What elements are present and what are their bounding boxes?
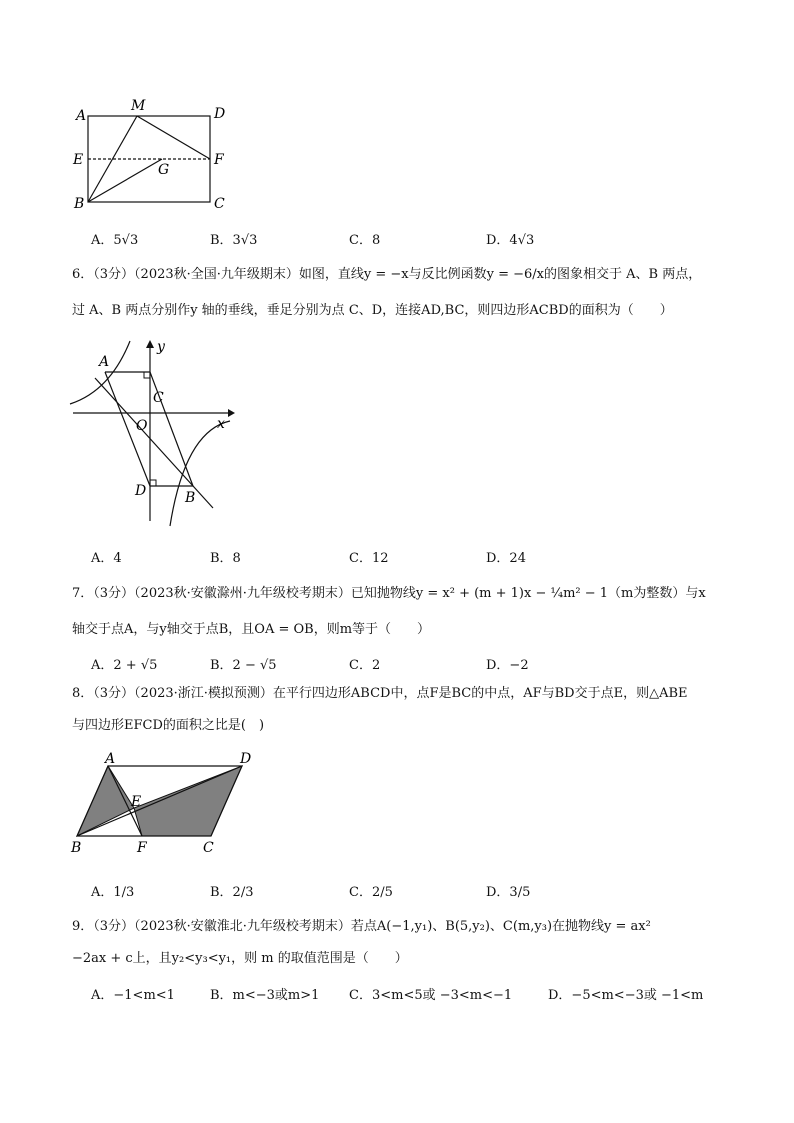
label-c: C bbox=[153, 390, 164, 406]
label-y: y bbox=[157, 339, 165, 355]
label-d: D bbox=[135, 483, 147, 499]
q8-option-b[interactable]: B．2/3 bbox=[210, 885, 254, 900]
label-a: A bbox=[105, 751, 116, 767]
segment-mf bbox=[137, 116, 210, 159]
label-d: D bbox=[240, 751, 252, 767]
q6-option-a[interactable]: A．4 bbox=[91, 551, 122, 566]
label-a: A bbox=[76, 108, 87, 124]
label-f: F bbox=[137, 840, 147, 856]
x-axis-arrow bbox=[228, 409, 235, 417]
figure-q8-parallelogram bbox=[65, 748, 265, 858]
q6-option-d[interactable]: D．24 bbox=[486, 551, 526, 566]
label-d: D bbox=[214, 106, 226, 122]
label-m: M bbox=[131, 98, 146, 114]
label-f: F bbox=[214, 152, 224, 168]
q6-option-c[interactable]: C．12 bbox=[349, 551, 389, 566]
q5-option-b[interactable]: B．3√3 bbox=[210, 233, 258, 248]
label-b: B bbox=[185, 490, 196, 506]
y-axis-arrow bbox=[146, 340, 154, 348]
label-e: E bbox=[73, 152, 84, 168]
q5-option-a[interactable]: A．5√3 bbox=[91, 233, 139, 248]
q7-option-a[interactable]: A．2 + √5 bbox=[91, 658, 158, 673]
figure-q6-hyperbola bbox=[65, 336, 240, 536]
hyperbola-branch-lower-right bbox=[170, 421, 230, 526]
q7-option-c[interactable]: C．2 bbox=[349, 658, 381, 673]
label-x: x bbox=[217, 416, 225, 432]
segment-bg bbox=[88, 159, 162, 202]
label-e: E bbox=[131, 794, 142, 810]
label-g: G bbox=[158, 162, 170, 178]
label-o: O bbox=[136, 418, 148, 434]
q9-option-c[interactable]: C．3<m<5或 −3<m<−1 bbox=[349, 988, 513, 1003]
q6-stem-line1: 6．（3分）（2023秋·全国·九年级期末）如图，直线y = −x与反比例函数y = −6/x的图象相交于 A、B 两点， bbox=[72, 267, 702, 282]
q9-stem-line1: 9．（3分）（2023秋·安徽淮北·九年级校考期末）若点A(−1,y₁)、B(5,y₂)、C(m,y₃)在抛物线y = ax² bbox=[72, 919, 651, 934]
q7-stem-line2: 轴交于点A，与y轴交于点B，且OA = OB，则m等于（ ） bbox=[72, 622, 431, 637]
label-a: A bbox=[99, 354, 110, 370]
q5-option-d[interactable]: D．4√3 bbox=[486, 233, 535, 248]
q8-stem-line2: 与四边形EFCD的面积之比是( ) bbox=[72, 718, 265, 733]
shaded-quad-efcd bbox=[134, 766, 242, 836]
q8-option-c[interactable]: C．2/5 bbox=[349, 885, 393, 900]
q7-option-b[interactable]: B．2 − √5 bbox=[210, 658, 277, 673]
q9-stem-line2: −2ax + c上，且y₂<y₃<y₁，则 m 的取值范围是（ ） bbox=[72, 951, 408, 966]
label-c: C bbox=[214, 196, 225, 212]
q8-stem-line1: 8．（3分）（2023·浙江·模拟预测）在平行四边形ABCD中，点F是BC的中点，AF与BD交于点E，则△ABE bbox=[72, 686, 688, 701]
q9-option-d[interactable]: D．−5<m<−3或 −1<m bbox=[548, 988, 704, 1003]
q5-option-c[interactable]: C．8 bbox=[349, 233, 381, 248]
figure-q5-rectangle bbox=[60, 92, 240, 220]
q9-option-a[interactable]: A．−1<m<1 bbox=[91, 988, 175, 1003]
q6-option-b[interactable]: B．8 bbox=[210, 551, 241, 566]
right-angle-d bbox=[150, 480, 156, 486]
q8-option-d[interactable]: D．3/5 bbox=[486, 885, 531, 900]
right-angle-c bbox=[144, 372, 150, 378]
q7-option-d[interactable]: D．−2 bbox=[486, 658, 529, 673]
q8-option-a[interactable]: A．1/3 bbox=[91, 885, 135, 900]
label-b: B bbox=[74, 196, 85, 212]
q9-option-b[interactable]: B．m<−3或m>1 bbox=[210, 988, 320, 1003]
q7-stem-line1: 7．（3分）（2023秋·安徽滁州·九年级校考期末）已知抛物线y = x² + (m + 1)x − ¼m² − 1（m为整数）与x bbox=[72, 586, 706, 601]
label-c: C bbox=[203, 840, 214, 856]
label-b: B bbox=[71, 840, 82, 856]
q6-stem-line2: 过 A、B 两点分别作y 轴的垂线，垂足分别为点 C、D，连接AD,BC，则四边形ACBD的面积为（ ） bbox=[72, 303, 673, 318]
